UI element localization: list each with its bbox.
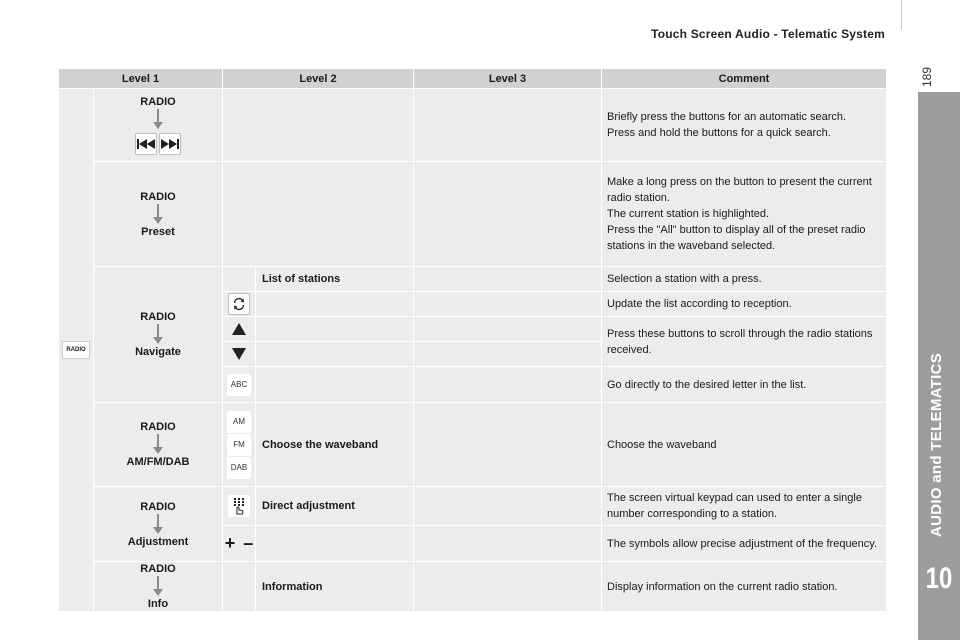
scroll-down-cell <box>223 342 256 367</box>
level2-empty <box>256 292 414 317</box>
radio-button-icon[interactable]: RADIO <box>62 341 89 359</box>
header-level-3: Level 3 <box>414 69 602 89</box>
direct-comment: The screen virtual keypad can used to enter a single number corresponding to a station. <box>602 487 887 526</box>
level3-empty <box>414 403 602 487</box>
minus-icon[interactable]: – <box>243 533 254 553</box>
level2-empty <box>223 89 414 162</box>
refresh-comment: Update the list according to reception. <box>602 292 887 317</box>
symbols-comment: The symbols allow precise adjustment of the frequency. <box>602 526 887 562</box>
table-row <box>59 162 887 267</box>
table-row <box>59 562 887 612</box>
level1-sublabel: Preset <box>141 225 175 238</box>
level1-navigate-cell: RADIO Navigate <box>94 267 223 403</box>
am-button[interactable]: AM <box>227 411 251 433</box>
keypad-cell <box>223 487 256 526</box>
seek-comment: Briefly press the buttons for an automatic search. Press and hold the buttons for a quick search. <box>602 89 887 162</box>
choose-waveband-label: Choose the waveband <box>256 403 414 487</box>
dab-button[interactable]: DAB <box>227 457 251 479</box>
level3-empty <box>414 89 602 162</box>
scroll-down-icon[interactable] <box>228 343 250 365</box>
chapter-number: 10 <box>925 562 953 595</box>
level3-empty <box>414 562 602 612</box>
abc-cell <box>223 367 256 403</box>
direct-adjustment-label[interactable]: Direct adjustment <box>256 487 414 526</box>
level2-empty <box>256 526 414 562</box>
level2-empty <box>223 162 414 267</box>
info-comment: Display information on the current radio station. <box>602 562 887 612</box>
abc-comment: Go directly to the desired letter in the list. <box>602 367 887 403</box>
table-row <box>59 487 887 526</box>
refresh-cell <box>223 292 256 317</box>
preset-comment: Make a long press on the button to present the current radio station. The current station is highlighted. Press the "All" button to display all of the preset radio stations in the waveband selected. <box>602 162 887 267</box>
information-label: Information <box>256 562 414 612</box>
plus-minus-cell <box>223 526 256 562</box>
level2-empty <box>256 317 414 342</box>
abc-index-icon[interactable]: ABC <box>227 374 251 396</box>
level1-info-cell: RADIO Info <box>94 562 223 612</box>
down-arrow-icon <box>153 514 163 534</box>
previous-station-icon[interactable] <box>135 133 157 155</box>
level3-empty <box>414 162 602 267</box>
table-row <box>59 267 887 292</box>
level1-seek-cell <box>94 89 223 162</box>
table-header-row <box>59 69 887 89</box>
waveband-comment: Choose the waveband <box>602 403 887 487</box>
list-comment: Selection a station with a press. <box>602 267 887 292</box>
table-row <box>59 89 887 162</box>
level3-empty <box>414 487 602 526</box>
level2-empty <box>256 342 414 367</box>
level2-empty <box>223 562 256 612</box>
next-station-icon[interactable] <box>159 133 181 155</box>
header-level-1: Level 1 <box>59 69 223 89</box>
level1-waveband-cell: RADIO AM/FM/DAB <box>94 403 223 487</box>
down-arrow-icon <box>153 204 163 224</box>
chapter-tab-label: AUDIO and TELEMATICS <box>928 352 945 538</box>
down-arrow-icon <box>153 576 163 596</box>
refresh-icon[interactable] <box>228 293 250 315</box>
level1-radio-cell <box>59 89 94 612</box>
level1-preset-cell: RADIO Preset <box>94 162 223 267</box>
level3-empty <box>414 342 602 367</box>
down-arrow-icon <box>153 109 163 129</box>
level3-empty <box>414 367 602 403</box>
plus-icon[interactable]: + <box>224 533 236 553</box>
down-arrow-icon <box>153 434 163 454</box>
fm-button[interactable]: FM <box>227 434 251 456</box>
radio-menu-table <box>58 68 887 612</box>
header-divider <box>901 0 902 30</box>
level2-empty <box>256 367 414 403</box>
list-of-stations-label[interactable]: List of stations <box>256 267 414 292</box>
down-arrow-icon <box>153 324 163 344</box>
level3-empty <box>414 267 602 292</box>
level1-adjustment-cell: RADIO Adjustment <box>94 487 223 562</box>
header-level-2: Level 2 <box>223 69 414 89</box>
level3-empty <box>414 526 602 562</box>
page-header-title: Touch Screen Audio - Telematic System <box>651 27 885 41</box>
scroll-up-icon[interactable] <box>228 318 250 340</box>
keypad-icon[interactable] <box>228 495 250 517</box>
level3-empty <box>414 317 602 342</box>
scroll-up-cell <box>223 317 256 342</box>
level1-label: RADIO <box>140 95 176 108</box>
level3-empty <box>414 292 602 317</box>
header-comment: Comment <box>602 69 887 89</box>
page-number: 189 <box>920 66 934 88</box>
scroll-comment: Press these buttons to scroll through the radio stations received. <box>602 317 887 367</box>
waveband-buttons-cell <box>223 403 256 487</box>
level2-empty <box>223 267 256 292</box>
table-row <box>59 403 887 487</box>
